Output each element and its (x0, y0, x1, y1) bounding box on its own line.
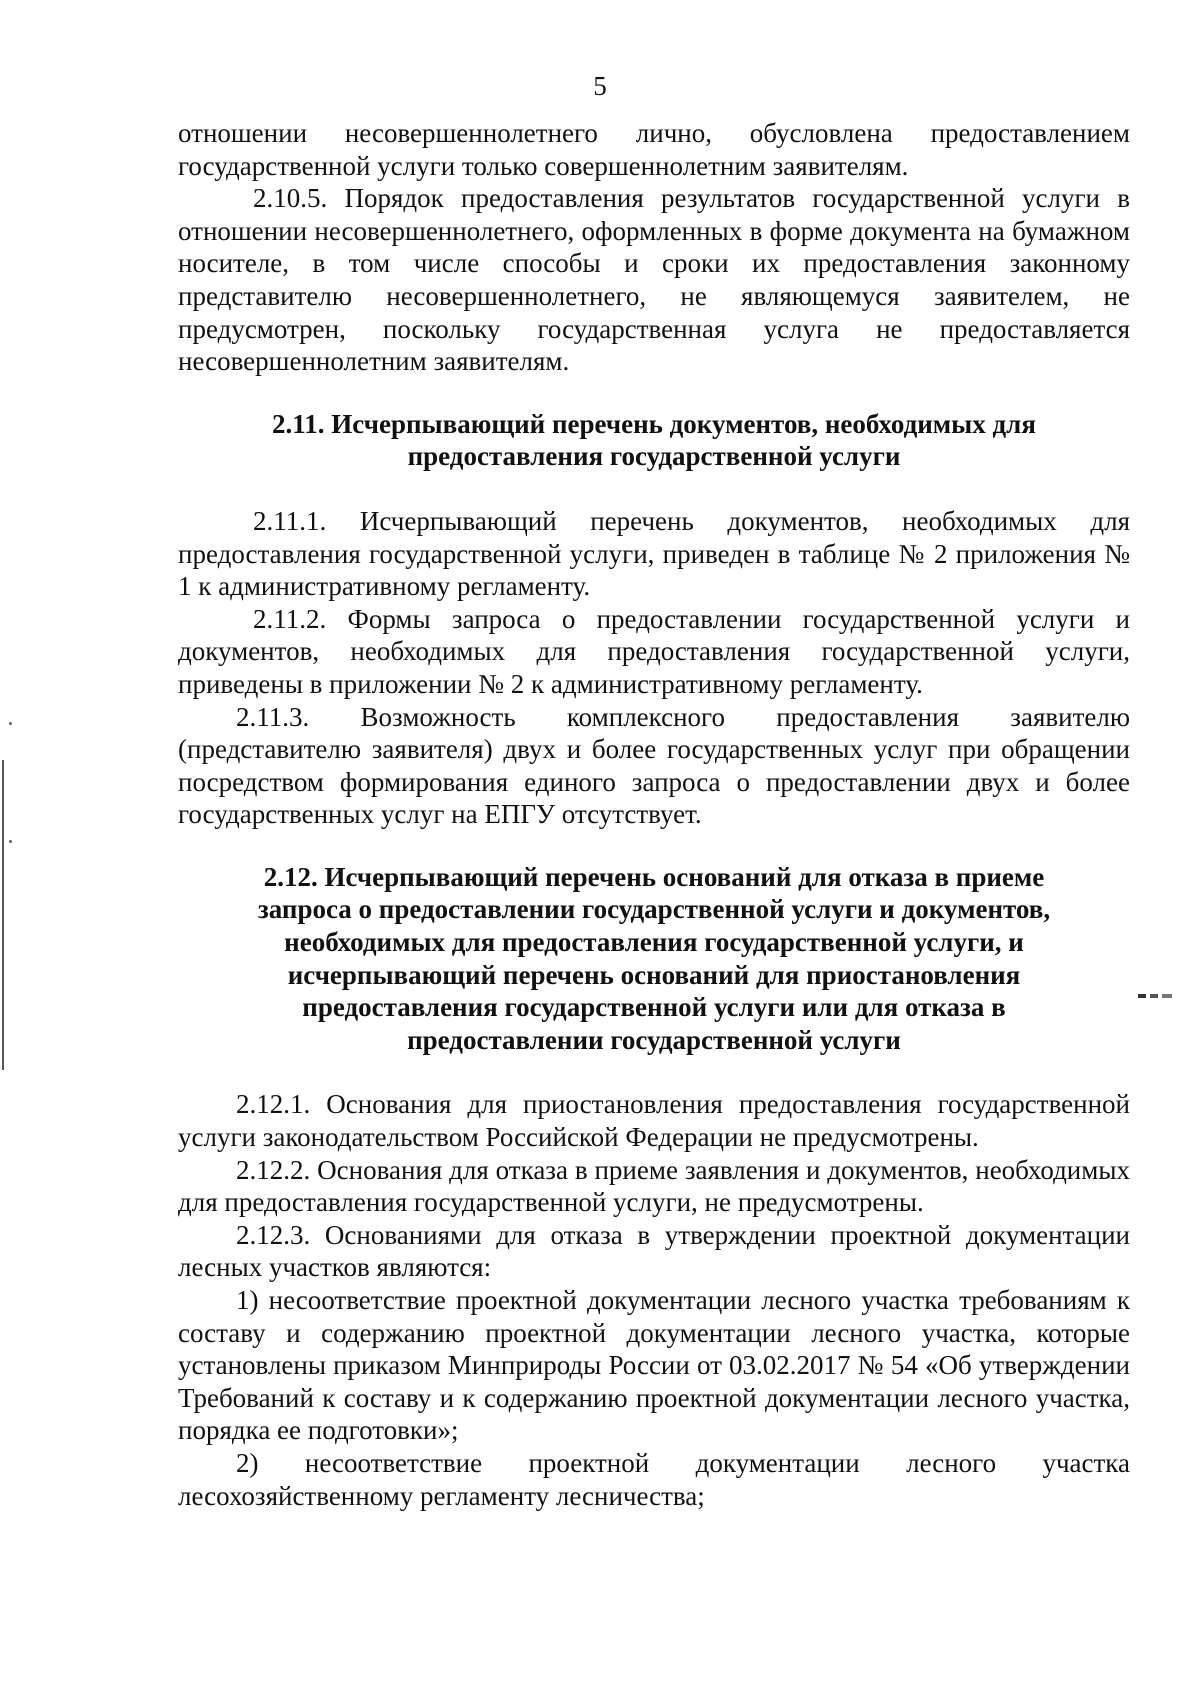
list-item-2: 2) несоответствие проектной документации лесного участка лесохозяйственному регламенту лесничества; (178, 1447, 1130, 1511)
scan-artifact-mark (1138, 994, 1172, 998)
paragraph-2-11-3: 2.11.3. Возможность комплексного предоставления заявителю (представителю заявителя) двух и более государственных услуг при обращении посредством формирования единого запроса о предоставлении двух и более государственных услуг на ЕПГУ отсутствует. (178, 701, 1130, 830)
paragraph-2-12-3: 2.12.3. Основаниями для отказа в утверждении проектной документации лесных участков являются: (178, 1219, 1130, 1283)
scan-artifact-line (2, 760, 4, 1070)
list-item-1: 1) несоответствие проектной документации лесного участка требованиям к составу и содержанию проектной документации лесного участка, которые установлены приказом Минприроды России от 03.02.2017 № 54 «Об утверждении Требований к составу и к содержанию проектной документации лесного участка, порядка ее подготовки»; (178, 1285, 1130, 1446)
scan-artifact-dot (9, 840, 12, 843)
paragraph-2-12-1: 2.12.1. Основания для приостановления предоставления государственной услуги законодательством Российской Федерации не предусмотрены. (178, 1089, 1130, 1153)
paragraph-continuation: отношении несовершеннолетнего лично, обусловлена предоставлением государственной услуги только совершеннолетним заявителям. (178, 118, 1130, 181)
page-number: 5 (593, 71, 607, 101)
document-body (178, 117, 1130, 1512)
scan-artifact-dot (9, 722, 12, 725)
paragraph-2-10-5: 2.10.5. Порядок предоставления результатов государственной услуги в отношении несовершеннолетнего, оформленных в форме документа на бумажном носителе, в том числе способы и сроки их предоставления законному представителю несовершеннолетнего, не являющемуся заявителем, не предусмотрен, поскольку государственная услуга не предоставляется несовершеннолетним заявителям. (178, 183, 1130, 377)
heading-2-12: 2.12. Исчерпывающий перечень оснований для отказа в приеме запроса о предоставлении государственной услуги и документов, необходимых для предоставления государственной услуги, и исчерпывающий перечень оснований для приостановления предоставления государственной услуги или для отказа в предоставлении государственной услуги (257, 861, 1051, 1055)
paragraph-2-12-2: 2.12.2. Основания для отказа в приеме заявления и документов, необходимых для предоставления государственной услуги, не предусмотрены. (178, 1154, 1130, 1218)
paragraph-2-11-2: 2.11.2. Формы запроса о предоставлении государственной услуги и документов, необходимых для предоставления государственной услуги, приведены в приложении № 2 к административному регламенту. (178, 603, 1130, 699)
paragraph-2-11-1: 2.11.1. Исчерпывающий перечень документов, необходимых для предоставления государственной услуги, приведен в таблице № 2 приложения № 1 к административному регламенту. (178, 505, 1130, 602)
heading-2-11: 2.11. Исчерпывающий перечень документов, необходимых для предоставления государственной услуги (272, 408, 1036, 472)
